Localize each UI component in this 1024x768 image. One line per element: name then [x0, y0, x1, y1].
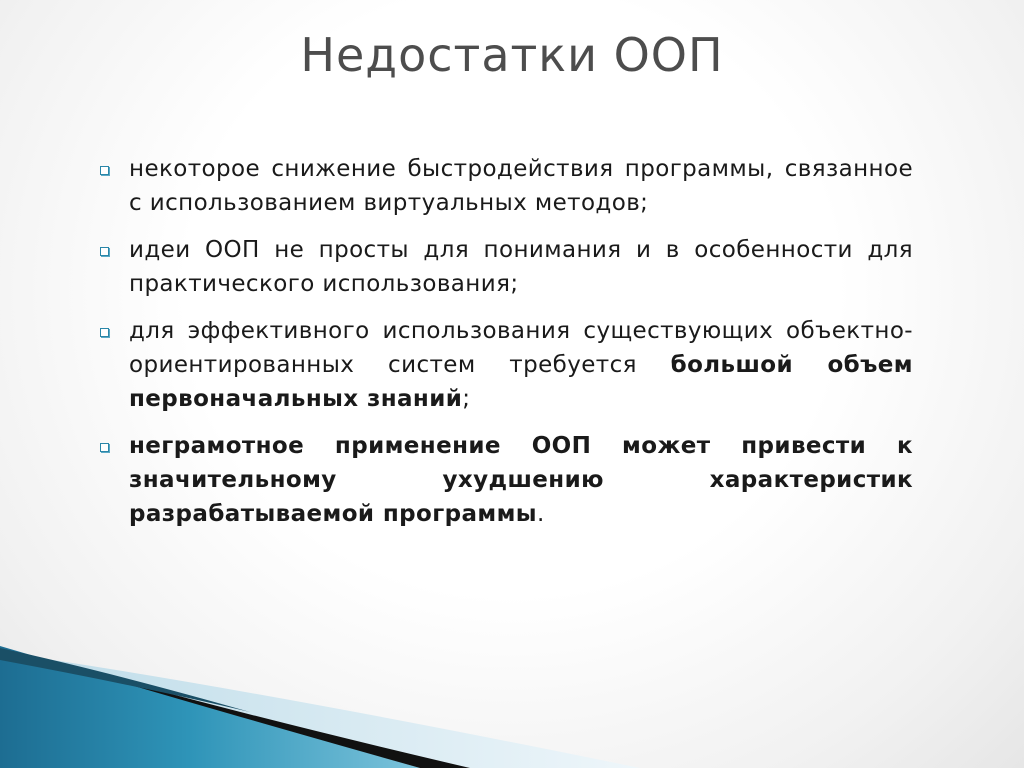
- square-bullet-icon: [100, 443, 109, 452]
- bullet-item: [98, 429, 913, 531]
- bullet-text: идеи ООП не просты для понимания и в особенности для практического использования;: [129, 237, 913, 297]
- bullet-text: для эффективного использования существующих объектно-ориентированных систем требуется: [129, 318, 913, 378]
- bullet-text: некоторое снижение быстродействия программы, связанное с использованием виртуальных методов;: [129, 156, 913, 216]
- square-bullet-icon: [100, 166, 109, 175]
- slide-title: Недостатки ООП: [300, 28, 724, 82]
- bullet-list: [98, 152, 913, 544]
- bullet-text: ;: [462, 386, 471, 412]
- bullet-text-bold: большой объем первоначальных знаний: [129, 352, 913, 412]
- square-bullet-icon: [100, 247, 109, 256]
- bullet-item: [98, 314, 913, 416]
- bullet-item: [98, 233, 913, 301]
- bullet-item: [98, 152, 913, 220]
- bullet-text: .: [537, 501, 545, 527]
- square-bullet-icon: [100, 328, 109, 337]
- bullet-text-bold: неграмотное применение ООП может привести к значительному ухудшению характеристик разрабатываемой программы: [129, 433, 913, 527]
